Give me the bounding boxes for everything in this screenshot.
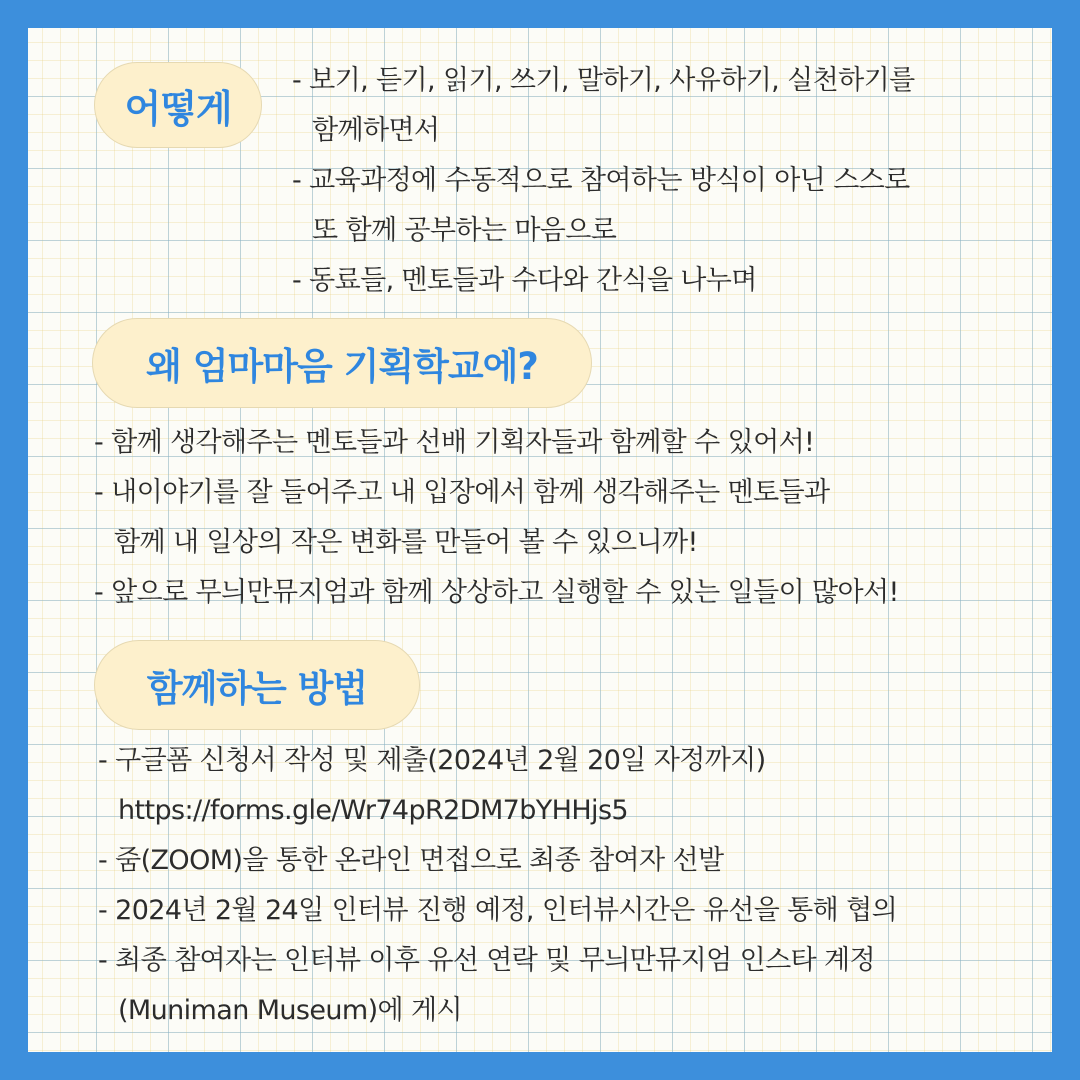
method-line-6: (Muniman Museum)에 게시 (118, 995, 462, 1026)
application-form-link[interactable]: https://forms.gle/Wr74pR2DM7bYHHjs5 (118, 795, 628, 826)
why-line-2: - 내이야기를 잘 들어주고 내 입장에서 함께 생각해주는 멘토들과 (94, 477, 830, 508)
why-list (94, 418, 899, 618)
how-line-1: - 보기, 듣기, 읽기, 쓰기, 말하기, 사유하기, 실천하기를 (292, 65, 915, 96)
how-list (292, 56, 915, 306)
method-line-1: - 구글폼 신청서 작성 및 제출(2024년 2월 20일 자정까지) (98, 745, 766, 776)
method-line-4: - 2024년 2월 24일 인터뷰 진행 예정, 인터뷰시간은 유선을 통해 협의 (98, 895, 898, 926)
method-list (98, 736, 897, 1036)
why-heading: 왜 엄마마음 기획학교에? (92, 318, 592, 408)
why-line-4: - 앞으로 무늬만뮤지엄과 함께 상상하고 실행할 수 있는 일들이 많아서! (94, 577, 899, 608)
how-line-4: 또 함께 공부하는 마음으로 (312, 215, 617, 246)
method-line-3: - 줌(ZOOM)을 통한 온라인 면접으로 최종 참여자 선발 (98, 845, 724, 876)
how-heading: 어떻게 (94, 62, 262, 148)
method-line-5: - 최종 참여자는 인터뷰 이후 유선 연락 및 무늬만뮤지엄 인스타 계정 (98, 945, 875, 976)
how-line-2: 함께하면서 (312, 115, 440, 146)
why-line-3: 함께 내 일상의 작은 변화를 만들어 볼 수 있으니까! (114, 527, 698, 558)
why-line-1: - 함께 생각해주는 멘토들과 선배 기획자들과 함께할 수 있어서! (94, 427, 815, 458)
method-heading: 함께하는 방법 (94, 640, 420, 730)
how-line-5: - 동료들, 멘토들과 수다와 간식을 나누며 (292, 265, 757, 296)
how-line-3: - 교육과정에 수동적으로 참여하는 방식이 아닌 스스로 (292, 165, 910, 196)
